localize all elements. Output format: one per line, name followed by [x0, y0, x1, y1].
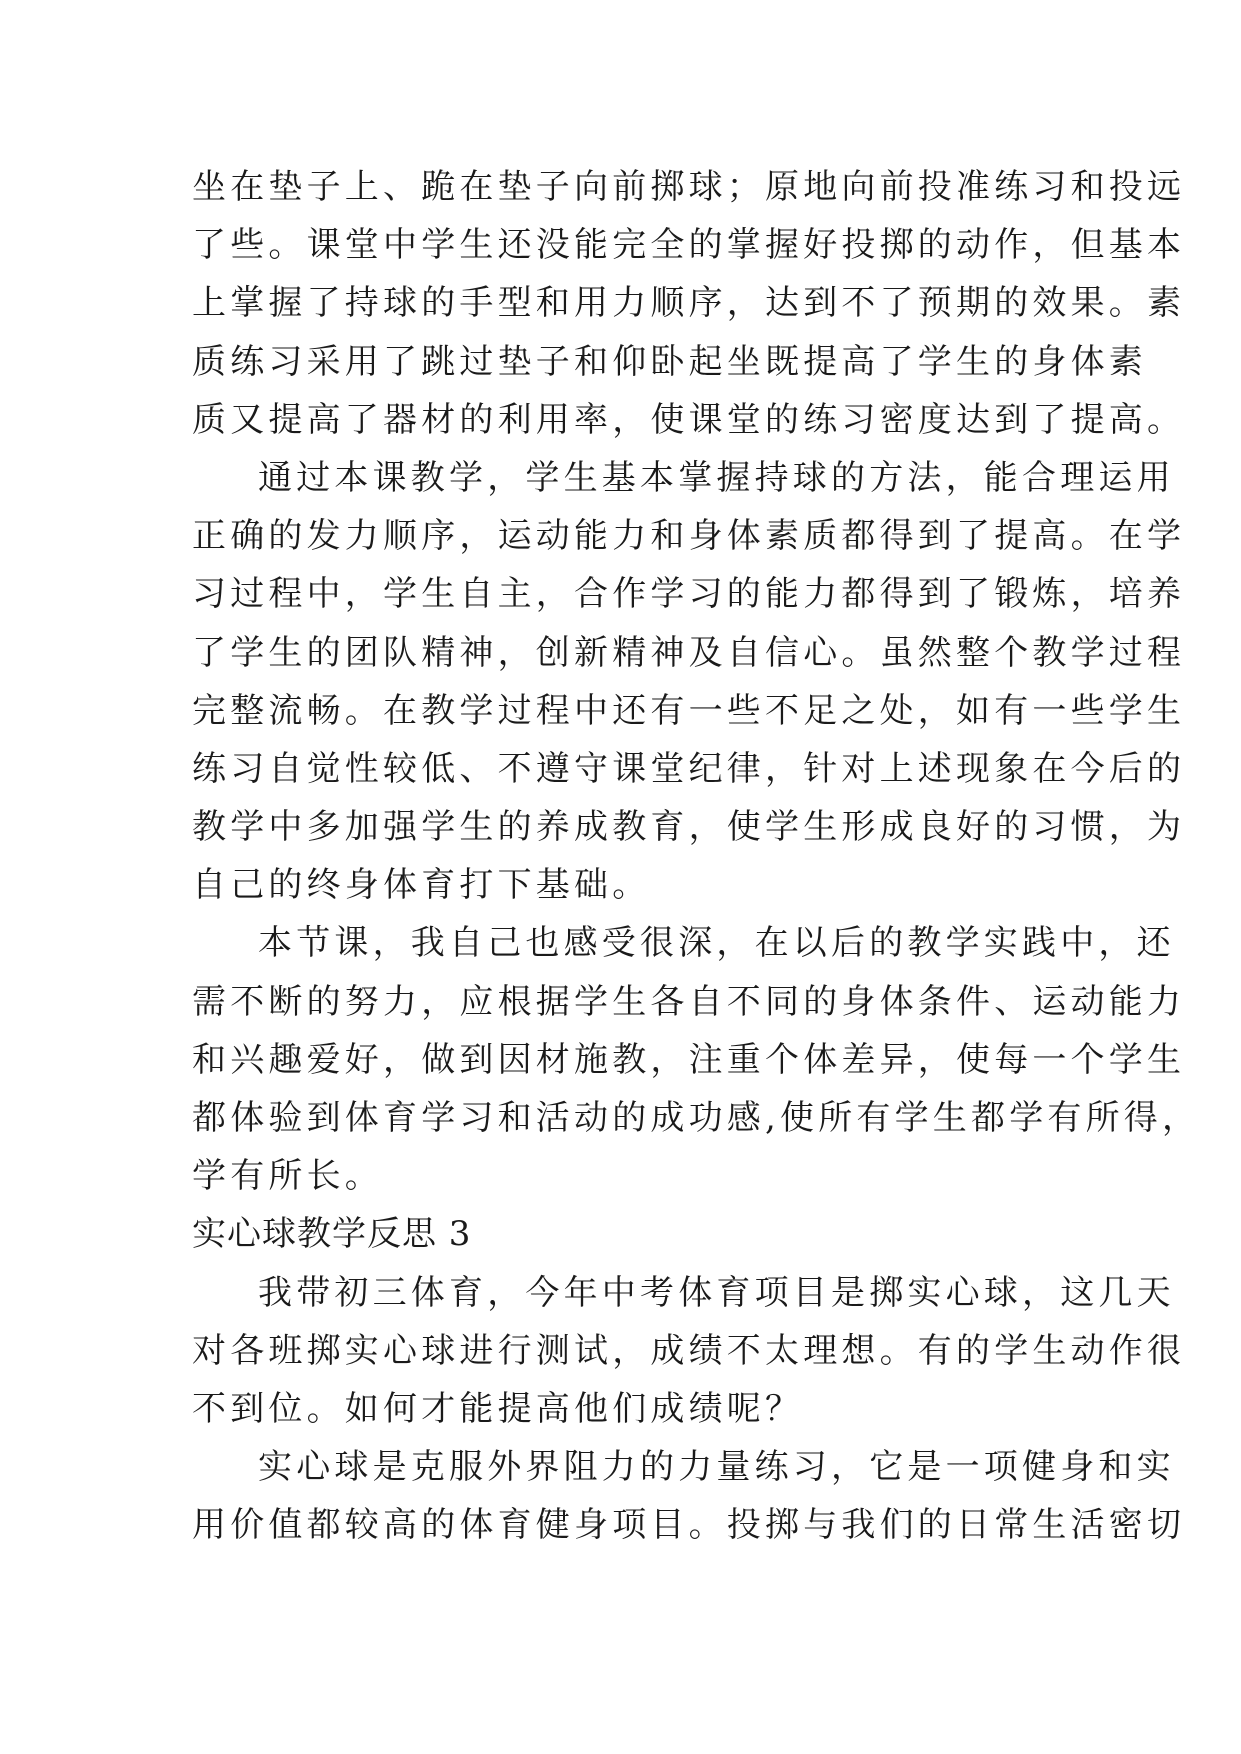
text-line: 对各班掷实心球进行测试，成绩不太理想。有的学生动作很 [192, 1330, 1186, 1371]
document-body [192, 158, 1201, 1555]
text-line: 了些。课堂中学生还没能完全的掌握好投掷的动作，但基本 [192, 225, 1186, 266]
text-line: 学有所长。 [192, 1156, 383, 1197]
text-line: 了学生的团队精神，创新精神及自信心。虽然整个教学过程 [192, 632, 1186, 673]
text-line: 质又提高了器材的利用率，使课堂的练习密度达到了提高。 [192, 399, 1186, 440]
paragraph-first-line: 本节课，我自己也感受很深，在以后的教学实践中，还 [258, 923, 1175, 964]
section-heading: 实心球教学反思 3 [192, 1214, 472, 1255]
text-line: 正确的发力顺序，运动能力和身体素质都得到了提高。在学 [192, 516, 1186, 557]
text-line: 都体验到体育学习和活动的成功感,使所有学生都学有所得， [192, 1098, 1201, 1138]
text-line: 教学中多加强学生的养成教育，使学生形成良好的习惯，为 [192, 807, 1186, 848]
paragraph-first-line: 我带初三体育，今年中考体育项目是掷实心球，这几天 [258, 1272, 1175, 1313]
text-line: 不到位。如何才能提高他们成绩呢？ [192, 1388, 804, 1429]
text-line: 质练习采用了跳过垫子和仰卧起坐既提高了学生的身体素 [192, 341, 1147, 382]
text-line: 需不断的努力，应根据学生各自不同的身体条件、运动能力 [192, 981, 1186, 1022]
text-line: 完整流畅。在教学过程中还有一些不足之处，如有一些学生 [192, 690, 1186, 731]
text-line: 自己的终身体育打下基础。 [192, 865, 651, 906]
text-line: 坐在垫子上、跪在垫子向前掷球；原地向前投准练习和投远 [192, 167, 1186, 207]
text-line: 上掌握了持球的手型和用力顺序，达到不了预期的效果。素 [192, 283, 1186, 324]
paragraph-first-line: 通过本课教学，学生基本掌握持球的方法，能合理运用 [258, 457, 1175, 498]
text-line: 用价值都较高的体育健身项目。投掷与我们的日常生活密切 [192, 1505, 1186, 1546]
text-line: 练习自觉性较低、不遵守课堂纪律，针对上述现象在今后的 [192, 748, 1186, 789]
text-line: 习过程中，学生自主，合作学习的能力都得到了锻炼，培养 [192, 574, 1186, 615]
paragraph-first-line: 实心球是克服外界阻力的力量练习，它是一项健身和实 [258, 1447, 1175, 1488]
text-line: 和兴趣爱好，做到因材施教，注重个体差异，使每一个学生 [192, 1039, 1186, 1080]
